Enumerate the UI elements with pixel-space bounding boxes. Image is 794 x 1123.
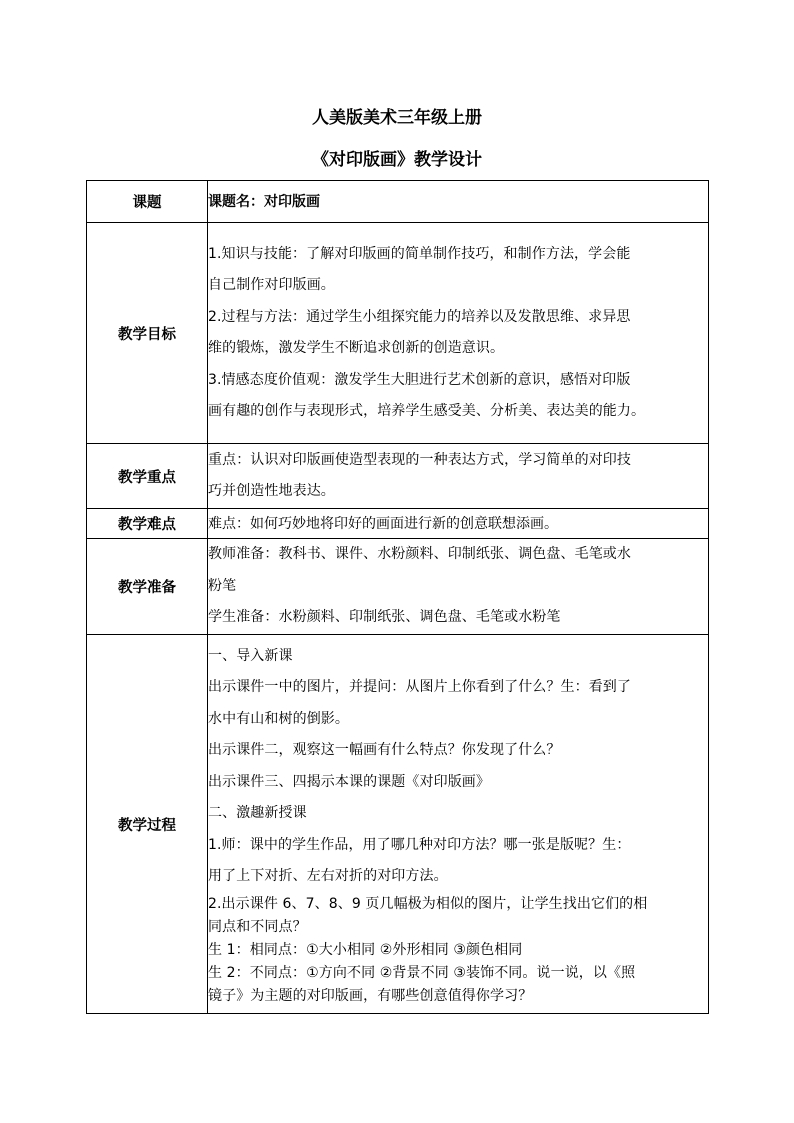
- table-row-process: [87, 635, 709, 1014]
- difficulties-value: 难点：如何巧妙地将印好的画面进行新的创意联想添画。: [208, 509, 709, 539]
- document-subtitle: 《对印版画》教学设计: [312, 150, 482, 170]
- difficulties-label: 教学难点: [87, 509, 208, 539]
- process-line: 镜子》为主题的对印版画，有哪些创意值得你学习？: [208, 987, 533, 1004]
- goals-line: 3.情感态度价值观：激发学生大胆进行艺术创新的意识，感悟对印版: [208, 371, 631, 388]
- key-points-line: 巧并创造性地表达。: [208, 483, 335, 499]
- goals-label: 教学目标: [87, 223, 208, 444]
- goals-line: 1.知识与技能：了解对印版画的简单制作技巧，和制作方法，学会能: [208, 245, 631, 262]
- process-line: 出示课件三、四揭示本课的课题《对印版画》: [208, 773, 490, 790]
- document-title: 人美版美术三年级上册: [312, 108, 482, 128]
- goals-line: 维的锻炼，激发学生不断追求创新的创造意识。: [208, 340, 505, 356]
- process-line: 用了上下对折、左右对折的对印方法。: [208, 868, 448, 884]
- table-row-key-points: [87, 444, 709, 509]
- preparation-label: 教学准备: [87, 539, 208, 635]
- goals-line: 自己制作对印版画。: [208, 277, 335, 293]
- topic-value: 课题名：对印版画: [208, 181, 709, 223]
- process-line: 同点和不同点？: [208, 918, 307, 935]
- process-line: 出示课件二，观察这一幅画有什么特点？你发现了什么？: [208, 742, 561, 758]
- key-points-content: [208, 444, 709, 509]
- process-line: 二、激趣新授课: [208, 805, 307, 821]
- process-line: 出示课件一中的图片，并提问：从图片上你看到了什么？生：看到了: [208, 679, 631, 695]
- goals-line: 2.过程与方法：通过学生小组探究能力的培养以及发散思维、求异思: [208, 308, 631, 325]
- process-content: [208, 635, 709, 1014]
- goals-line: 画有趣的创作与表现形式，培养学生感受美、分析美、表达美的能力。: [208, 403, 646, 419]
- preparation-line: 教师准备：教科书、课件、水粉颜料、印制纸张、调色盘、毛笔或水: [208, 546, 631, 563]
- process-line: 生 2：不同点：①方向不同 ②背景不同 ③装饰不同。说一说，以《照: [208, 964, 636, 981]
- table-row-goals: [87, 223, 709, 444]
- lesson-plan-table: [86, 180, 709, 1014]
- table-row-preparation: [87, 539, 709, 635]
- table-row-difficulties: [87, 509, 709, 539]
- process-label: 教学过程: [87, 635, 208, 1014]
- key-points-label: 教学重点: [87, 444, 208, 509]
- process-line: 2.出示课件 6、7、8、9 页几幅极为相似的图片，让学生找出它们的相: [208, 895, 648, 912]
- preparation-content: [208, 539, 709, 635]
- process-line: 水中有山和树的倒影。: [208, 710, 349, 727]
- process-line: 一、导入新课: [208, 647, 293, 664]
- process-line: 生 1：相同点：①大小相同 ②外形相同 ③颜色相同: [208, 941, 523, 958]
- preparation-line: 粉笔: [208, 577, 237, 594]
- preparation-line: 学生准备：水粉颜料、印制纸张、调色盘、毛笔或水粉笔: [208, 609, 561, 626]
- process-line: 1.师：课中的学生作品，用了哪几种对印方法？哪一张是版呢？生：: [208, 836, 631, 853]
- topic-label: 课题: [87, 181, 208, 223]
- table-row-topic: [87, 181, 709, 223]
- key-points-line: 重点：认识对印版画使造型表现的一种表达方式，学习简单的对印技: [208, 451, 631, 468]
- goals-content: [208, 223, 709, 444]
